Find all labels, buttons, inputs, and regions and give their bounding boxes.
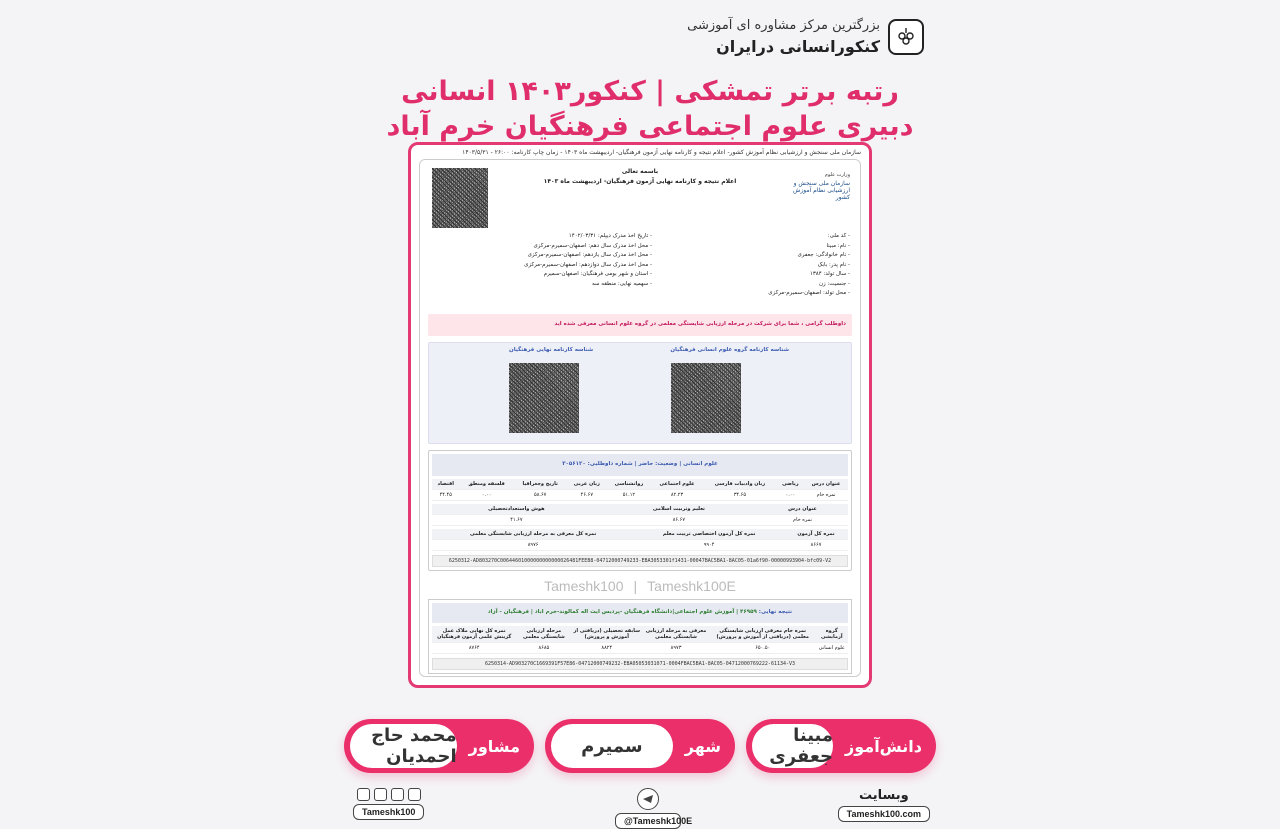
qr-code-final [509,363,579,433]
table-header-cell: تعلیم وتربیت اسلامی [601,504,757,515]
final-table [432,626,848,654]
social-icons [353,788,424,801]
qr-label-group: شناسه کارنامه گروه علوم انسانی فرهنگیان [670,347,789,353]
brand-name: کنکورانسانی درایران [716,37,880,56]
brand-header [687,18,924,56]
info-line: - نام پدر: بابک [817,261,850,268]
page-title-line1: رتبه برتر تمشکی | کنکور۱۴۰۳ انسانی [401,76,899,107]
telegram-handle: Tameshk100E [647,578,736,594]
city-tag: شهر [684,736,721,756]
document-print-line: سازمان ملی سنجش و ارزشیابی نظام آموزش کشور- اعلام نتیجه و کارنامه نهایی آزمون فرهنگیان- اردیبهشت ماه ۱۴۰۳ - زمان چاپ کارنامه: ۲۶:۰۰ - ۱۴۰۳/۵/۳۱ [462,149,861,156]
table-header-cell: نمره کل آزمون اختصاصی تربیت معلم [634,529,784,540]
table-header-cell: اقتصاد [432,479,459,490]
brand-tagline: بزرگترین مرکز مشاوره ای آموزشی [687,18,880,33]
instagram-icon[interactable] [391,788,404,801]
eitaa-icon[interactable] [374,788,387,801]
info-line: - محل اخذ مدرک سال دوازدهم: اصفهان-سمیرم-مرکزی [524,261,652,268]
table-header-cell: گروه آزمایشی [816,626,848,643]
aparat-icon[interactable] [357,788,370,801]
table-cell: ۸۹۷۳ [642,643,710,654]
info-line: - تاریخ اخذ مدرک دیپلم: ۱۴۰۲/۰۳/۳۱ [568,233,652,239]
table-cell: علوم انسانی [816,643,848,654]
table-cell: ۰.۰۰ [459,490,513,501]
table-header-cell: نمره کل آزمون [784,529,848,540]
grades-table-1 [432,479,848,501]
info-line: - کد ملی: [827,233,850,239]
website-label: وبسایت [858,788,909,803]
table-header-row [432,479,848,490]
advisor-name: محمد حاج احمدیان [350,724,457,768]
divider: | [633,578,638,594]
final-result-section [428,599,852,674]
table-header-cell: عنوان درس [804,479,848,490]
report-card-document [419,159,861,677]
social-handle[interactable]: Tameshk100 [353,804,424,820]
advisor-pill [344,719,534,773]
final-result-label: نتیجه نهایی: [758,609,793,615]
table-header-cell: زبان وادبیات فارسی [703,479,776,490]
info-line: - محل اخذ مدرک سال یازدهم: اصفهان-سمیرم-مرکزی [527,252,652,258]
table-header-cell: روانشناسی [607,479,651,490]
qr-panel [428,342,852,444]
info-line: - محل تولد: اصفهان-سمیرم-مرکزی [768,290,850,296]
table-header-cell: نمره کل نهایی ملاک عمل گزینش علمی آزمون فرهنگیان [432,626,516,643]
rubika-icon[interactable] [408,788,421,801]
page-title-line2: دبیری علوم اجتماعی فرهنگیان خرم آباد [386,111,914,142]
telegram-icon [637,788,659,810]
table-header-cell: عنوان درس [757,504,848,515]
grades-table-2 [432,504,848,526]
info-personal [768,232,850,299]
table-cell: ۶۵۰.۵۰ [710,643,816,654]
student-name: مبینا جعفری [752,724,833,768]
table-cell: ۰.۰۰ [777,490,805,501]
doc-subtitle: اعلام نتیجه و کارنامه نهایی آزمون فرهنگیان- اردیبهشت ماه ۱۴۰۳ [543,178,737,185]
table-row [432,540,848,551]
table-cell: ۸۶.۶۷ [601,515,757,526]
table-cell: ۸۸۲۴ [571,643,642,654]
table-header-cell: هوش واستعدادتحصیلی [432,504,601,515]
table-header-cell: فلسفه ومنطق [459,479,513,490]
info-line: - نام: مبینا [826,242,850,249]
table-cell: ۴۱.۶۷ [432,515,601,526]
org-label: سازمان ملی سنجش و ارزشیابی نظام آموزش کشور [793,180,850,201]
table-row [432,643,848,654]
table-cell: ۵۱.۱۲ [607,490,651,501]
footer-social[interactable] [353,788,424,820]
info-line: - نام خانوادگی: جعفری [797,252,850,258]
city-name: سمیرم [551,724,673,768]
grades-section [428,450,852,571]
table-header-cell: مرحله ارزیابی شایستگی معلمی [516,626,571,643]
table-cell: ۴۶.۶۷ [567,490,607,501]
table-header-cell: نمره خام معرفی ارزیابی شایستگی معلمی (دریافتی از آموزش و پرورش) [710,626,816,643]
doc-bismillah: باسمه تعالی [621,168,659,175]
table-cell: ۴۴.۴۵ [432,490,459,501]
telegram-link[interactable]: @Tameshk100E [615,813,681,829]
table-row [432,490,848,501]
instagram-handle: Tameshk100 [544,578,624,594]
table-header-row [432,504,848,515]
watermark-socials [428,577,852,595]
student-pill [746,719,936,773]
advisor-tag: مشاور [468,736,520,756]
table-header-row [432,626,848,643]
sanjesh-logo [780,172,850,201]
info-line: - جنسیت: زن [818,280,850,287]
table-header-cell: سابقه تحصیلی (دریافتی از آموزش و پرورش) [571,626,642,643]
alert-banner: داوطلب گرامی ، شما برای شرکت در مرحله ارزیابی شایستگی معلمی در گروه علوم انسانی معرفی شده اید [428,314,852,336]
qr-label-final: شناسه کارنامه نهایی فرهنگیان [509,347,594,353]
tameshk-logo-icon [888,19,924,55]
table-cell: نمره خام [804,490,848,501]
table-header-cell: نمره کل معرفی به مرحله ارزیابی شایستگی معلمی [432,529,634,540]
info-line: - استان و شهر بومی فرهنگیان: اصفهان-سمیرم [543,271,652,277]
info-line: - سهمیه نهایی: منطقه سه [591,280,652,287]
footer-website[interactable] [838,788,930,822]
table-cell: ۸۹۷۶ [432,540,634,551]
info-line: - سال تولد: ۱۳۸۴ [809,271,850,277]
table-cell: ۹۹۰۴ [634,540,784,551]
ministry-label: وزارت علوم [824,172,850,178]
report-card-frame [408,142,872,688]
final-result-header [432,603,848,623]
qr-code-group [671,363,741,433]
table-header-row [432,529,848,540]
footer-telegram[interactable] [615,788,693,829]
info-education [524,232,652,289]
table-cell: ۸۶۶۷ [784,540,848,551]
table-header-cell: زبان عربی [567,479,607,490]
grades-table-3 [432,529,848,551]
verification-hash-1: 6250312-AD803270C00644601000000000000026481FEEB8-04712000749233-EBA3053301f1431-00047BAC5BA1-8AC05-01a6f90-00000993904-bfc09-V2 [432,555,848,567]
candidate-info [428,232,852,310]
table-header-cell: تاریخ وجغرافیا [514,479,567,490]
table-header-cell: معرفی به مرحله ارزیابی شایستگی معلمی [642,626,710,643]
table-cell: ۸۶۸۵ [516,643,571,654]
website-link[interactable]: Tameshk100.com [838,806,930,822]
grades-header: علوم انسانی | وضعیت: حاضر | شماره داوطلبی: ۳۰۵۶۱۲۰ [432,454,848,476]
table-header-cell: علوم اجتماعی [651,479,703,490]
table-cell: ۸۷۶۴ [432,643,516,654]
info-line: - محل اخذ مدرک سال دهم: اصفهان-سمیرم-مرکزی [533,242,652,249]
table-cell: ۳۴.۶۵ [703,490,776,501]
table-cell: ۸۲.۲۳ [651,490,703,501]
table-row [432,515,848,526]
final-result-value: ۴۶۹۵۹ | آموزش علوم اجتماعی|دانشگاه فرهنگیان -پردیس ایت اله کمالوند-خرم اباد | فرهنگیان - آزاد [487,609,757,615]
table-cell: نمره خام [757,515,848,526]
student-tag: دانش‌آموز [845,736,922,756]
verification-hash-2: 6250314-AD903270C1669391F57E86-04712000749232-EBA05053031071-0004FBAC5BA1-8AC05-04712000769222-61134-V3 [432,658,848,670]
table-cell: ۵۸.۶۷ [514,490,567,501]
city-pill [545,719,735,773]
table-header-cell: ریاضی [777,479,805,490]
